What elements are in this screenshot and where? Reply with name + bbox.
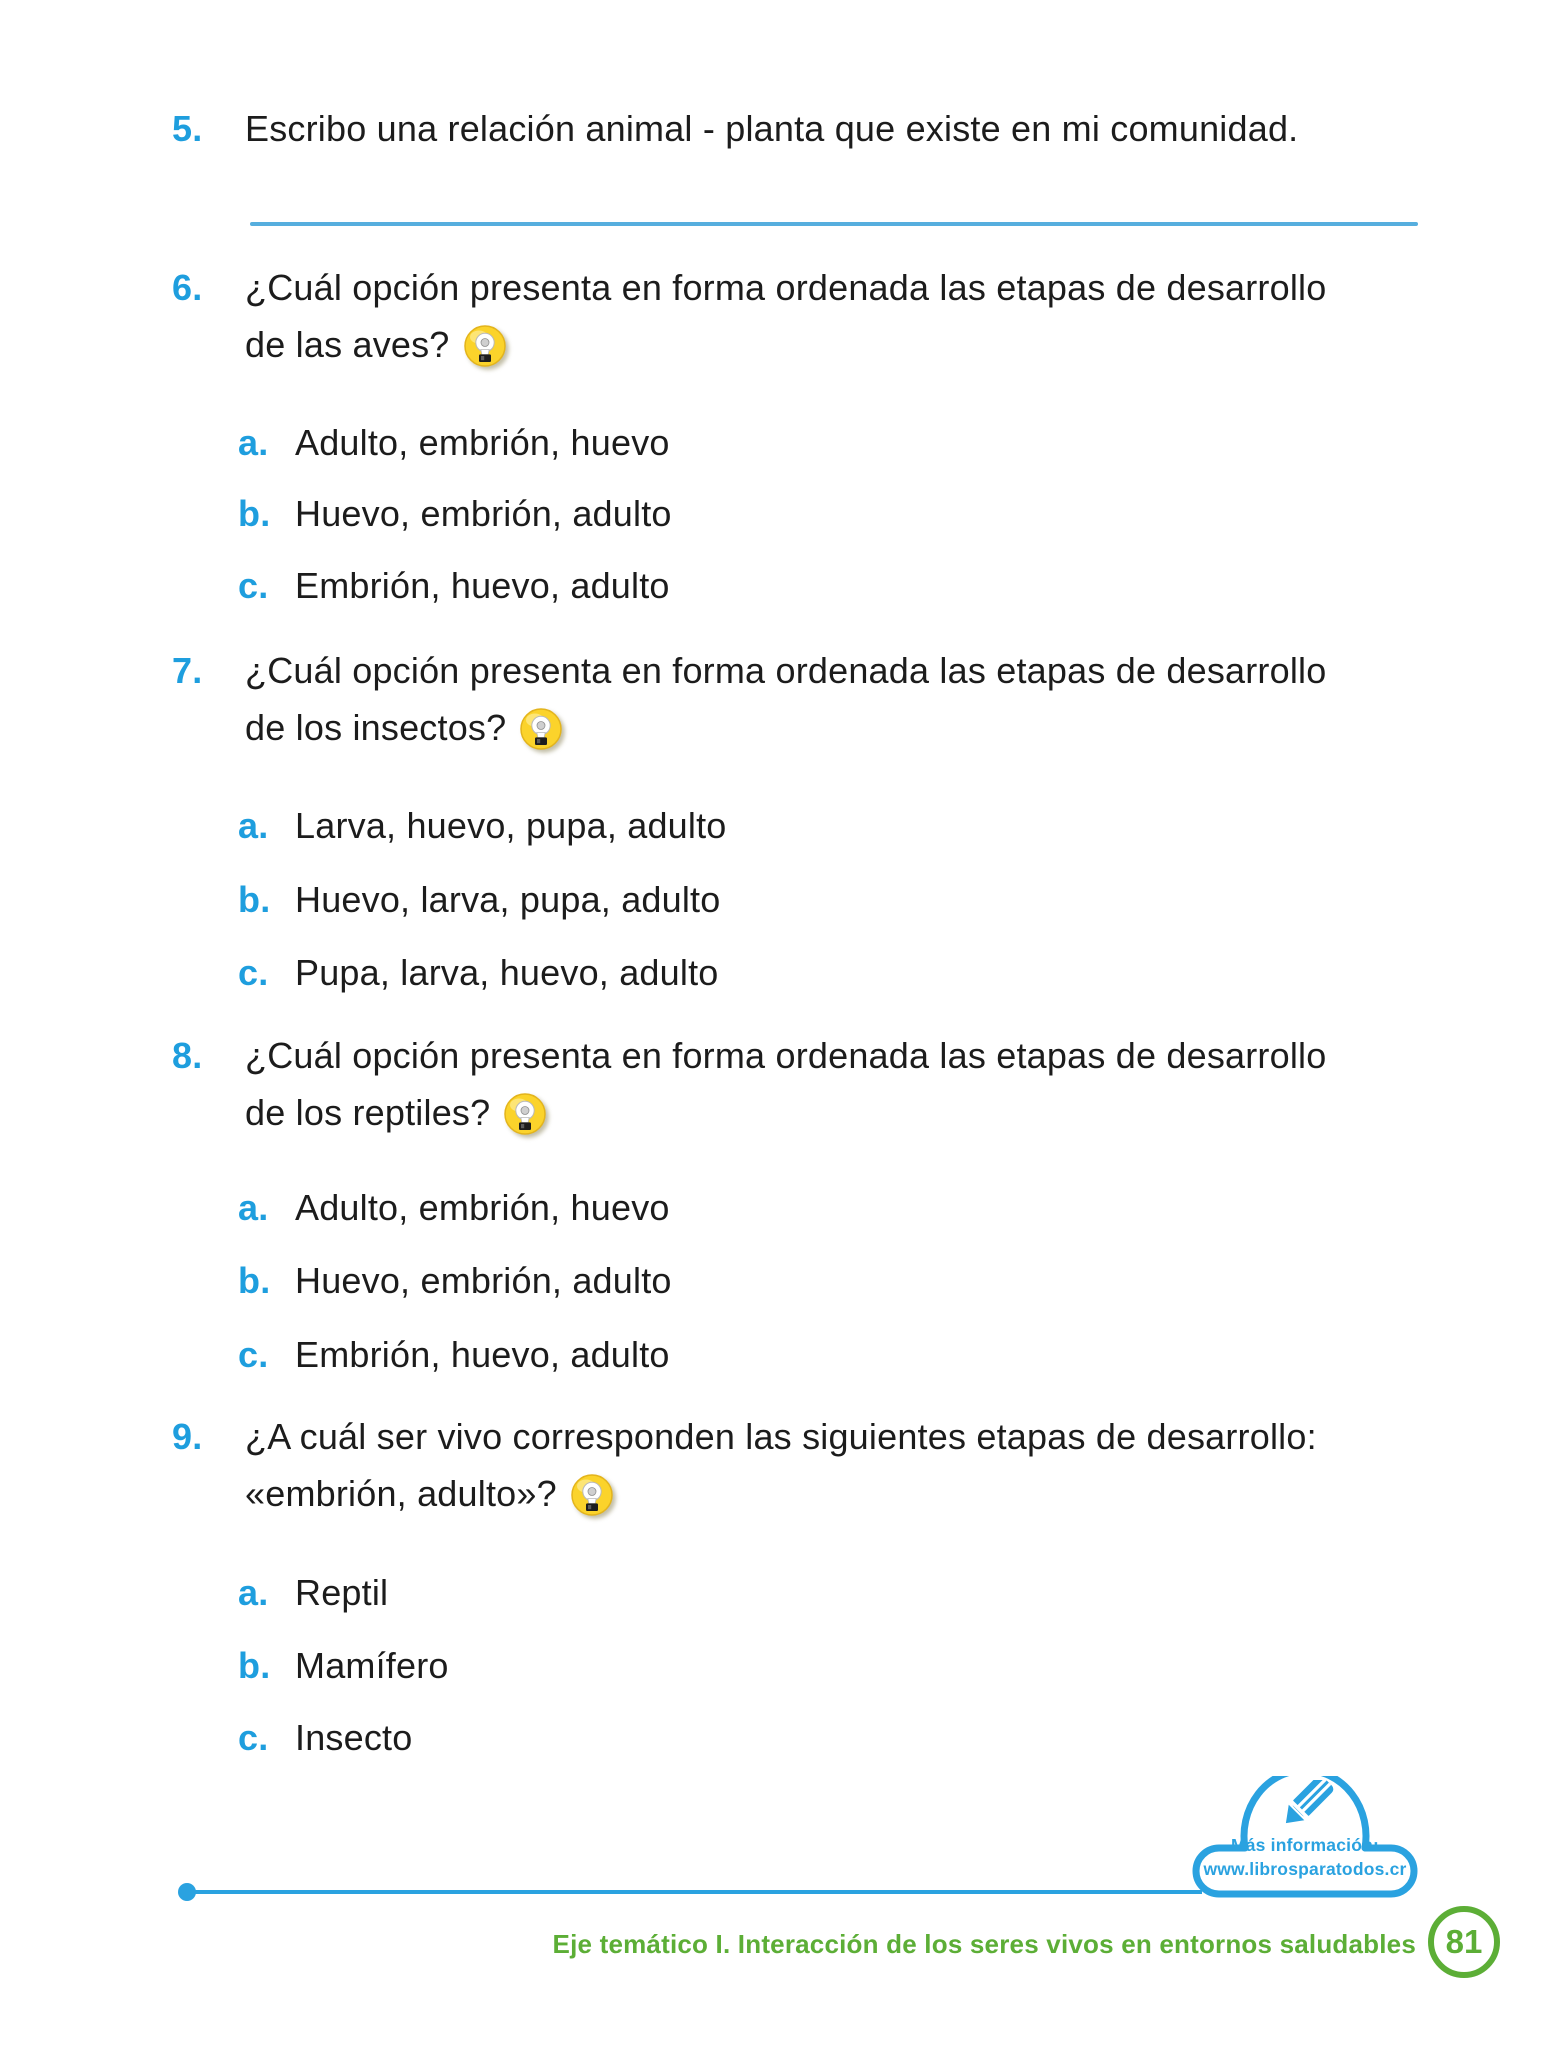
option-text: Huevo, embrión, adulto xyxy=(295,493,672,534)
question-6 xyxy=(172,259,1472,373)
option-letter: c. xyxy=(238,952,269,993)
option-letter: b. xyxy=(238,493,271,534)
option-letter: c. xyxy=(238,1717,269,1758)
question-9-number: 9. xyxy=(172,1416,203,1457)
question-8-option-a xyxy=(238,1185,1438,1231)
more-info-badge xyxy=(1192,1776,1418,1898)
question-6-text xyxy=(245,259,1326,373)
option-text: Pupa, larva, huevo, adulto xyxy=(295,952,719,993)
question-6-line2: de las aves? xyxy=(245,324,450,365)
question-5-text: Escribo una relación animal - planta que existe en mi comunidad. xyxy=(245,108,1299,149)
lightbulb-icon xyxy=(571,1474,615,1518)
option-letter: a. xyxy=(238,422,269,463)
lightbulb-icon xyxy=(520,708,564,752)
option-letter: a. xyxy=(238,1572,269,1613)
option-letter: a. xyxy=(238,805,269,846)
question-8 xyxy=(172,1027,1472,1141)
question-9-text xyxy=(245,1408,1317,1522)
option-letter: c. xyxy=(238,1334,269,1375)
lightbulb-icon xyxy=(464,325,508,369)
option-text: Insecto xyxy=(295,1717,413,1758)
answer-blank-line xyxy=(250,222,1418,226)
option-text: Embrión, huevo, adulto xyxy=(295,565,670,606)
question-9-line2: «embrión, adulto»? xyxy=(245,1473,557,1514)
question-8-option-c xyxy=(238,1332,1438,1378)
question-8-line1: ¿Cuál opción presenta en forma ordenada las etapas de desarrollo xyxy=(245,1035,1327,1076)
option-text: Reptil xyxy=(295,1572,389,1613)
question-9-option-c xyxy=(238,1715,1438,1761)
option-text: Mamífero xyxy=(295,1645,449,1686)
option-text: Embrión, huevo, adulto xyxy=(295,1334,670,1375)
question-9 xyxy=(172,1408,1472,1522)
option-text: Adulto, embrión, huevo xyxy=(295,1187,670,1228)
more-info-label: Más información: xyxy=(1230,1835,1380,1855)
question-8-number: 8. xyxy=(172,1035,203,1076)
footer-divider-line xyxy=(190,1890,1202,1894)
option-letter: a. xyxy=(238,1187,269,1228)
question-6-option-a xyxy=(238,420,1438,466)
question-7-option-c xyxy=(238,950,1438,996)
question-9-option-a xyxy=(238,1570,1438,1616)
question-5 xyxy=(172,100,1472,157)
question-7-number: 7. xyxy=(172,650,203,691)
question-8-line2: de los reptiles? xyxy=(245,1092,491,1133)
option-text: Adulto, embrión, huevo xyxy=(295,422,670,463)
question-7-option-a xyxy=(238,803,1438,849)
option-text: Huevo, larva, pupa, adulto xyxy=(295,879,721,920)
question-7-line2: de los insectos? xyxy=(245,707,507,748)
question-9-option-b xyxy=(238,1643,1438,1689)
option-text: Huevo, embrión, adulto xyxy=(295,1260,672,1301)
option-letter: b. xyxy=(238,1645,271,1686)
question-9-line1: ¿A cuál ser vivo corresponden las siguientes etapas de desarrollo: xyxy=(245,1416,1317,1457)
question-8-option-b xyxy=(238,1258,1438,1304)
question-6-line1: ¿Cuál opción presenta en forma ordenada las etapas de desarrollo xyxy=(245,267,1327,308)
question-6-number: 6. xyxy=(172,267,203,308)
page-number: 81 xyxy=(1445,1923,1483,1960)
question-7-text xyxy=(245,642,1326,756)
question-6-option-c xyxy=(238,563,1438,609)
more-info-url[interactable]: www.librosparatodos.cr xyxy=(1203,1859,1407,1879)
footer-theme-caption: Eje temático I. Interacción de los seres vivos en entornos saludables xyxy=(552,1929,1416,1959)
question-6-option-b xyxy=(238,491,1438,537)
question-8-text xyxy=(245,1027,1326,1141)
question-7 xyxy=(172,642,1472,756)
option-letter: b. xyxy=(238,879,271,920)
lightbulb-icon xyxy=(504,1093,548,1137)
page-number-badge xyxy=(1428,1906,1500,1978)
option-letter: b. xyxy=(238,1260,271,1301)
question-7-option-b xyxy=(238,877,1438,923)
option-letter: c. xyxy=(238,565,269,606)
question-7-line1: ¿Cuál opción presenta en forma ordenada las etapas de desarrollo xyxy=(245,650,1327,691)
option-text: Larva, huevo, pupa, adulto xyxy=(295,805,727,846)
question-5-number: 5. xyxy=(172,108,203,149)
